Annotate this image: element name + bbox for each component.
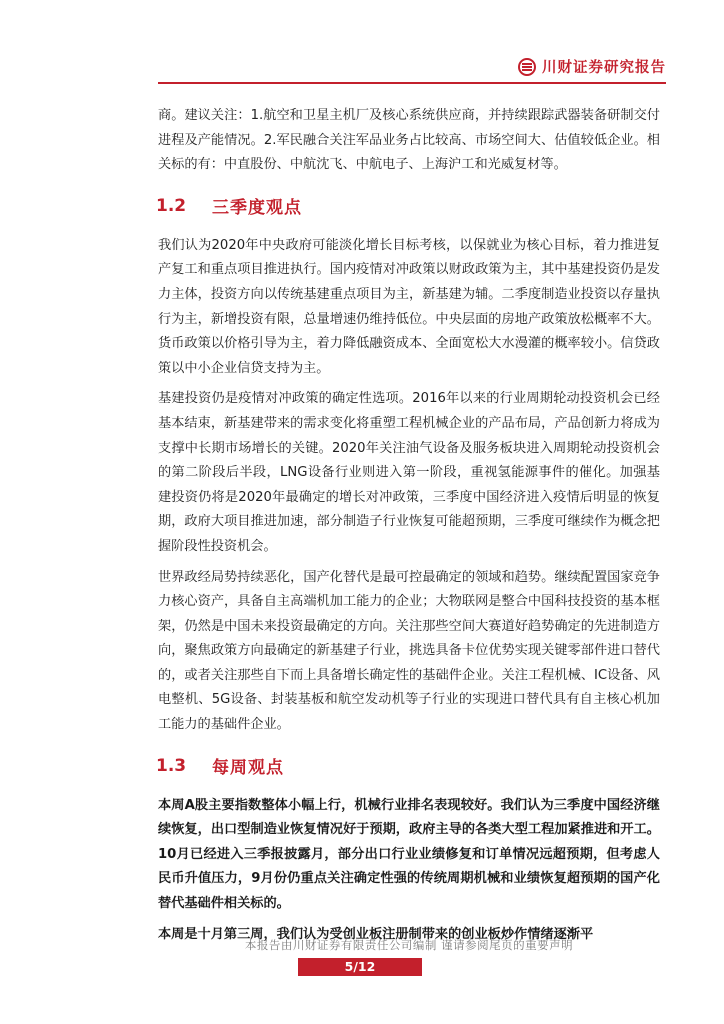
page-number: 5/12 — [298, 958, 422, 976]
paragraph: 基建投资仍是疫情对冲政策的确定性选项。2016年以来的行业周期轮动投资机会已经基本结束，新基建带来的需求变化将重塑工程机械企业的产品布局，产品创新力将成为支撑中长期市场增长的关键。2020年关注油气设备及服务板块进入周期轮动投资机会的第二阶段后半段，LNG设备行业则进入第一阶段，重视氢能源事件的催化。加强基建投资仍将是2020年最确定的增长对冲政策，三季度中国经济进入疫情后明显的恢复期，政府大项目推进加速，部分制造子行业恢复可能超预期，三季度可继续作为概念把握阶段性投资机会。 — [158, 391, 660, 554]
header-rule — [158, 82, 666, 84]
section-heading-1-2 — [156, 184, 660, 228]
section-title: 每周观点 — [212, 758, 284, 779]
footer-disclaimer: 本报告由川财证券有限责任公司编制 谨请参阅尾页的重要声明 — [244, 938, 574, 952]
section-heading-1-3 — [156, 744, 660, 788]
paragraph: 我们认为2020年中央政府可能淡化增长目标考核，以保就业为核心目标，着力推进复产复工和重点项目推进执行。国内疫情对冲政策以财政政策为主，其中基建投资仍是发力主体，投资方向以传统基建重点项目为主，新基建为辅。二季度制造业投资以存量执行为主，新增投资有限，总量增速仍维持低位。中央层面的房地产政策放松概率不大。货币政策以价格引导为主，着力降低融资成本、全面宽松大水漫灌的概率较小。信贷政策以中小企业信贷支持为主。 — [158, 237, 660, 376]
brand — [518, 56, 666, 77]
paragraph: 世界政经局势持续恶化，国产化替代是最可控最确定的领域和趋势。继续配置国家竞争力核心资产，具备自主高端机加工能力的企业；大物联网是整合中国科技投资的基本框架，仍然是中国未来投资最确定的方向。关注那些空间大赛道好趋势确定的先进制造方向，聚焦政策方向最确定的新基建子行业，挑选具备卡位优势实现关键零部件进口替代的，或者关注那些自下而上具备增长确定性的基础件企业。关注工程机械、IC设备、风电整机、5G设备、封装基板和航空发动机等子行业的实现进口替代具有自主核心机加工能力的基础件企业。 — [158, 569, 660, 733]
brand-name: 川财证券研究报告 — [542, 60, 666, 76]
paragraph: 本周A股主要指数整体小幅上行，机械行业排名表现较好。我们认为三季度中国经济继续恢复，出口型制造业恢复情况好于预期，政府主导的各类大型工程加紧推进和开工。10月已经进入三季报披露月，部分出口行业业绩修复和订单情况远超预期，但考虑人民币升值压力，9月份仍重点关注确定性强的传统周期机械和业绩恢复超预期的国产化替代基础件相关标的。 — [158, 797, 660, 912]
page-footer — [158, 934, 660, 953]
section-title: 三季度观点 — [212, 198, 302, 219]
paragraph: 本周是十月第三周，我们认为受创业板注册制带来的创业板炒作情绪逐渐平 — [158, 926, 594, 942]
page-header — [158, 50, 666, 84]
chuancai-logo-icon — [518, 58, 536, 76]
section-number: 1.2 — [156, 195, 187, 216]
report-body — [158, 104, 660, 953]
intro-paragraph: 商。建议关注：1.航空和卫星主机厂及核心系统供应商，并持续跟踪武器装备研制交付进程及产能情况。2.军民融合关注军品业务占比较高、市场空间大、估值较低企业。相关标的有：中直股份、中航沈飞、中航电子、上海沪工和光威复材等。 — [158, 108, 660, 173]
section-number: 1.3 — [156, 755, 187, 776]
